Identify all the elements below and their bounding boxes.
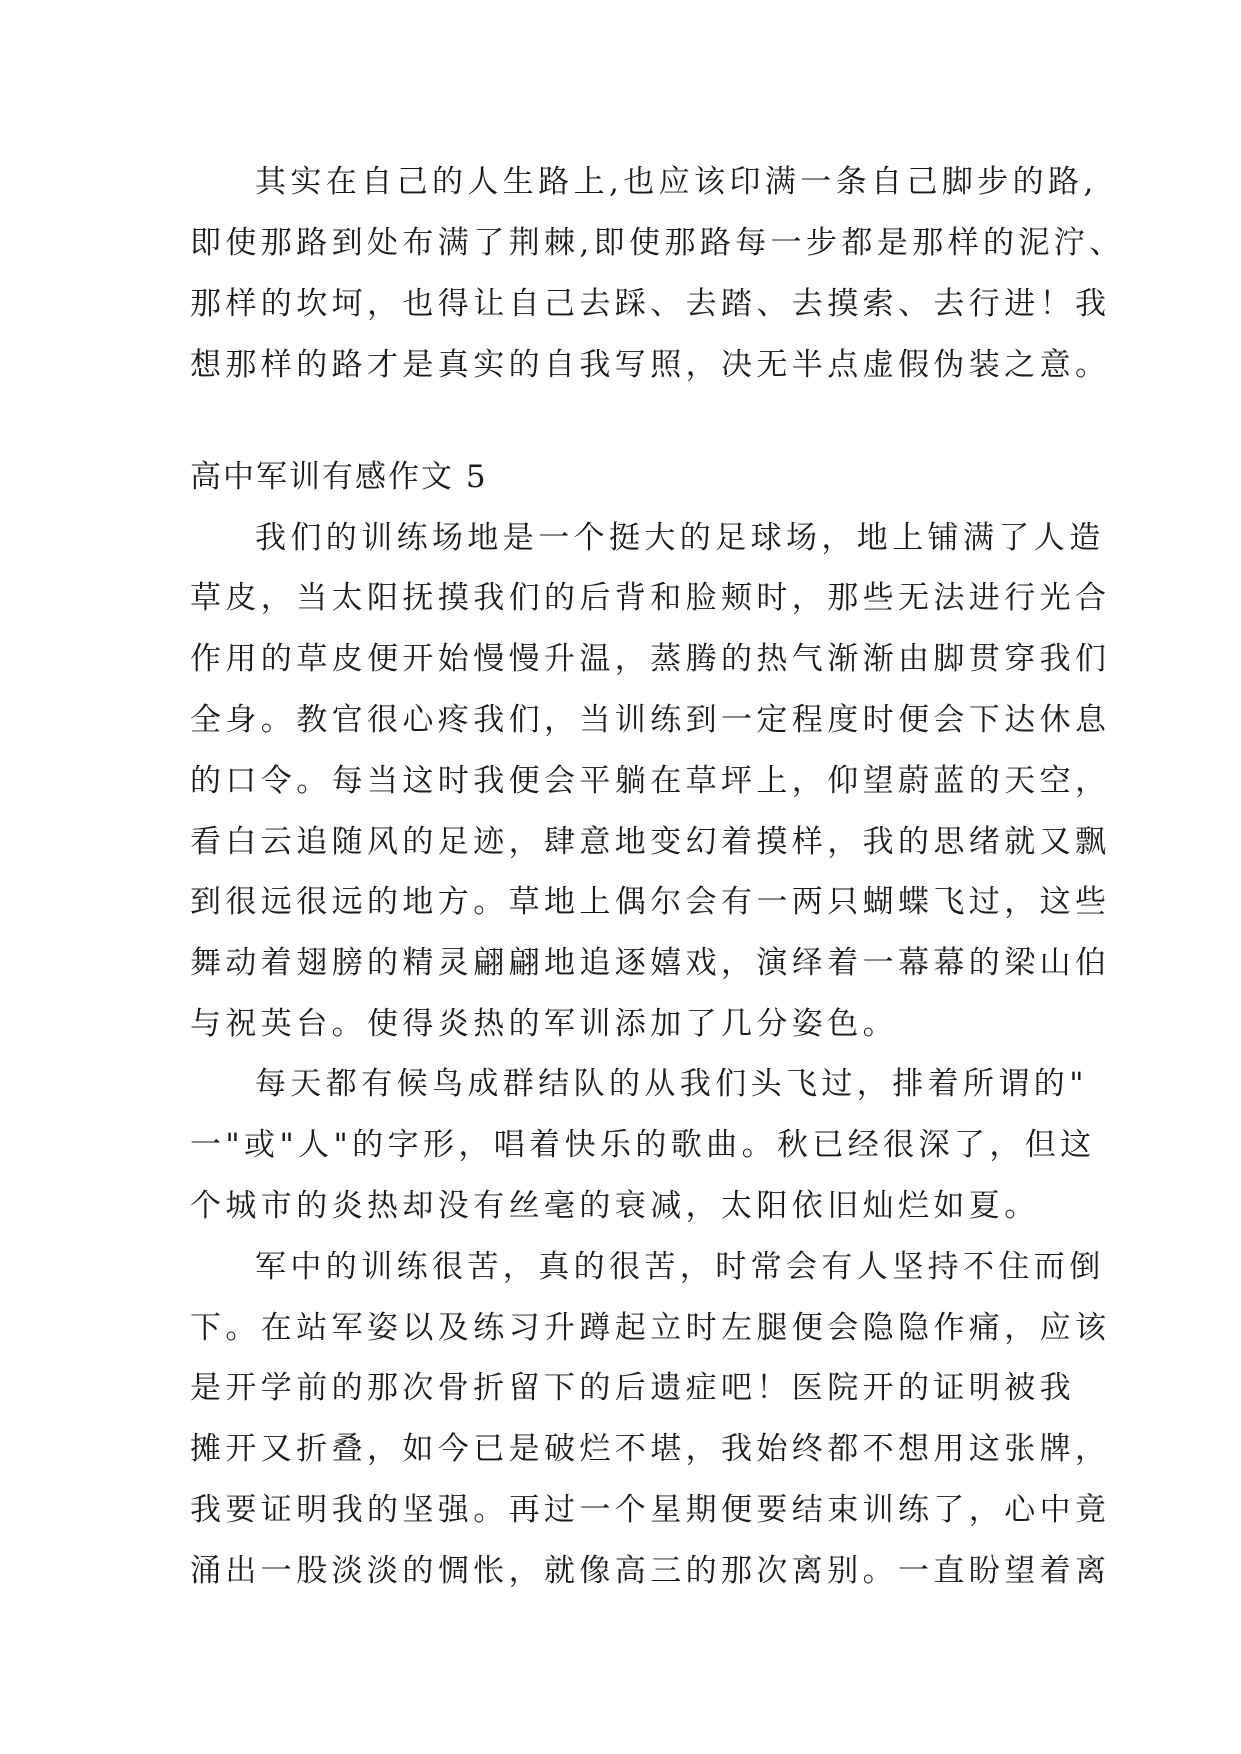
- paragraph-3-line-3: 个城市的炎热却没有丝毫的衰减，太阳依旧灿烂如夏。: [190, 1188, 1040, 1224]
- paragraph-2-line-9: 与祝英台。使得炎热的军训添加了几分姿色。: [190, 1006, 898, 1042]
- paragraph-2-line-7: 到很远很远的地方。草地上偶尔会有一两只蝴蝶飞过，这些: [190, 884, 1111, 920]
- paragraph-2-line-2: 草皮，当太阳抚摸我们的后背和脸颊时，那些无法进行光合: [190, 580, 1111, 616]
- paragraph-1-line-1: 其实在自己的人生路上,也应该印满一条自己脚步的路,: [255, 164, 1098, 200]
- paragraph-1-line-4: 想那样的路才是真实的自我写照，决无半点虚假伪装之意。: [190, 347, 1111, 383]
- paragraph-3-line-2: 一"或"人"的字形，唱着快乐的歌曲。秋已经很深了，但这: [190, 1127, 1096, 1163]
- paragraph-4-line-5: 我要证明我的坚强。再过一个星期便要结束训练了，心中竟: [190, 1492, 1111, 1528]
- paragraph-2-line-1: 我们的训练场地是一个挺大的足球场，地上铺满了人造: [255, 520, 1105, 556]
- paragraph-1-line-3: 那样的坎坷，也得让自己去踩、去踏、去摸索、去行进！我: [190, 286, 1111, 322]
- paragraph-4-line-6: 涌出一股淡淡的惆怅，就像高三的那次离别。一直盼望着离: [190, 1553, 1111, 1589]
- paragraph-1-line-2: 即使那路到处布满了荆棘,即使那路每一步都是那样的泥泞、: [190, 225, 1125, 261]
- paragraph-4-line-4: 摊开又折叠，如今已是破烂不堪，我始终都不想用这张牌，: [190, 1431, 1111, 1467]
- paragraph-2-line-5: 的口令。每当这时我便会平躺在草坪上，仰望蔚蓝的天空，: [190, 763, 1111, 799]
- paragraph-2-line-3: 作用的草皮便开始慢慢升温，蒸腾的热气渐渐由脚贯穿我们: [190, 641, 1111, 677]
- paragraph-4-line-1: 军中的训练很苦，真的很苦，时常会有人坚持不住而倒: [255, 1249, 1105, 1285]
- paragraph-3-line-1: 每天都有候鸟成群结队的从我们头飞过，排着所谓的": [255, 1066, 1088, 1102]
- paragraph-2-line-6: 看白云追随风的足迹，肆意地变幻着摸样，我的思绪就又飘: [190, 824, 1111, 860]
- paragraph-2-line-8: 舞动着翅膀的精灵翩翩地追逐嬉戏，演绎着一幕幕的梁山伯: [190, 945, 1111, 981]
- paragraph-4-line-3: 是开学前的那次骨折留下的后遗症吧！医院开的证明被我: [190, 1370, 1075, 1406]
- paragraph-4-line-2: 下。在站军姿以及练习升蹲起立时左腿便会隐隐作痛，应该: [190, 1310, 1111, 1346]
- section-heading: 高中军训有感作文 5: [190, 459, 488, 495]
- paragraph-2-line-4: 全身。教官很心疼我们，当训练到一定程度时便会下达休息: [190, 702, 1111, 738]
